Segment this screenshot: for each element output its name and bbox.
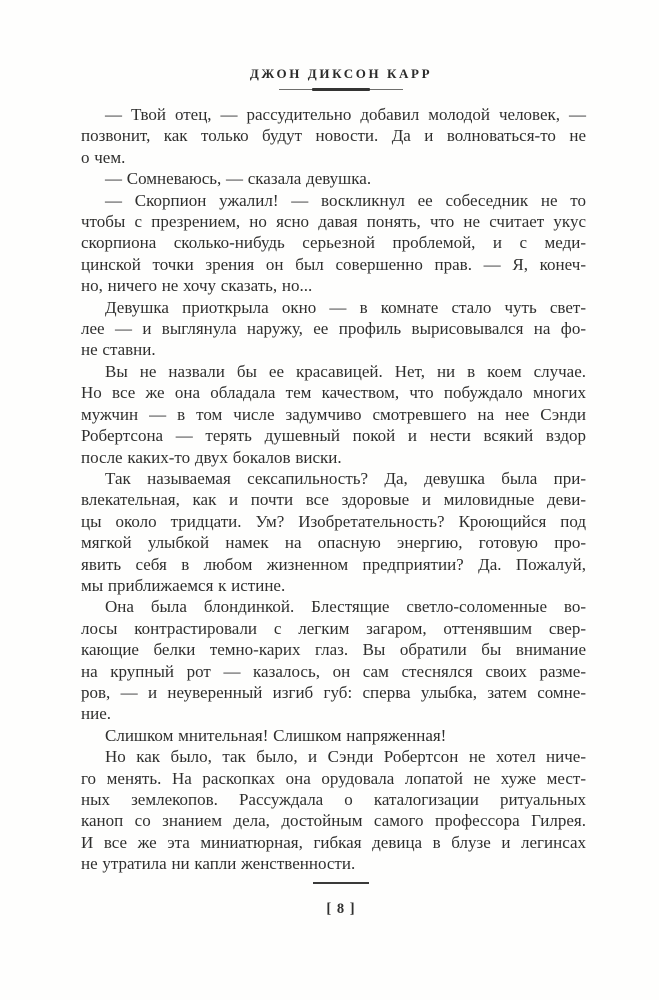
text-line: ние. [81, 704, 111, 724]
text-line: не ставни. [81, 340, 156, 360]
page-text-block [81, 104, 586, 875]
title-divider [81, 88, 601, 92]
text-line: на крупный рот — казалось, он сам стеснялся своих разме- [81, 661, 586, 681]
text-line: Вы не назвали бы ее красавицей. Нет, ни в коем случае. [105, 361, 586, 381]
text-line: И все же эта миниатюрная, гибкая девица в блузе и легинсах [81, 832, 586, 852]
text-line: но, ничего не хочу сказать, но... [81, 276, 313, 296]
text-line: явить себя в любом жизненном предприятии? Да. Пожалуй, [81, 554, 586, 574]
text-line: влекательная, как и почти все здоровые и миловидные деви- [81, 490, 586, 510]
text-line: ров, — и неуверенный изгиб губ: сперва улыбка, затем сомне- [81, 682, 586, 702]
text-line: го менять. На раскопках она орудовала лопатой не хуже мест- [81, 768, 586, 788]
footer-rule [81, 882, 601, 884]
text-line: — Сомневаюсь, — сказала девушка. [105, 169, 372, 189]
text-line: мы приближаемся к истине. [81, 575, 286, 595]
text-line: скорпиона сколько-нибудь серьезной проблемой, и с меди- [81, 233, 586, 253]
text-line: — Твой отец, — рассудительно добавил молодой человек, — [105, 105, 586, 124]
text-line: позвонит, как только будут новости. Да и волноваться-то не [81, 126, 586, 146]
footer-rule-bar [313, 882, 369, 884]
running-head-author: ДЖОН ДИКСОН КАРР [249, 66, 433, 81]
text-line: о чем. [81, 147, 126, 167]
text-line: мягкой улыбкой намек на опасную энергию, готовую про- [81, 533, 586, 553]
text-line: цы около тридцати. Ум? Изобретательность? Кроющийся под [81, 511, 586, 531]
text-line: лее — и выглянула наружу, ее профиль вырисовывался на фо- [81, 319, 586, 339]
text-line: Но как было, так было, и Сэнди Робертсон не хотел ниче- [105, 747, 586, 767]
text-line: мужчин — в том числе задумчиво смотревшего на нее Сэнди [81, 404, 586, 424]
text-line: не утратила ни капли женственности. [81, 854, 356, 874]
text-line: каноп со знанием дела, достойным самого профессора Гилрея. [81, 811, 586, 831]
text-line: Она была блондинкой. Блестящие светло-соломенные во- [105, 597, 586, 617]
text-line: Слишком мнительная! Слишком напряженная! [105, 725, 447, 745]
text-line: цинской точки зрения он был совершенно прав. — Я, конеч- [81, 254, 586, 274]
text-line: чтобы с презрением, но ясно давая понять, что не считает укус [81, 212, 586, 232]
text-line: кающие белки темно-карих глаз. Вы обратили бы внимание [81, 640, 586, 660]
text-line: лосы контрастировали с легким загаром, оттенявшим свер- [81, 618, 586, 638]
text-line: Так называемая сексапильность? Да, девушка была при- [105, 468, 586, 488]
text-line: Робертсона — терять душевный покой и нести всякий вздор [81, 426, 586, 446]
text-line: Но все же она обладала тем качеством, что побуждало многих [81, 383, 586, 403]
text-line: ных землекопов. Рассуждала о каталогизации ритуальных [81, 790, 586, 809]
text-line: Девушка приоткрыла окно — в комнате стало чуть свет- [105, 297, 586, 317]
title-divider-thick-rule [312, 88, 370, 91]
text-line: после каких-то двух бокалов виски. [81, 447, 342, 467]
page-number: [ 8 ] [326, 901, 356, 917]
text-line: — Скорпион ужалил! — воскликнул ее собеседник не то [105, 190, 586, 210]
